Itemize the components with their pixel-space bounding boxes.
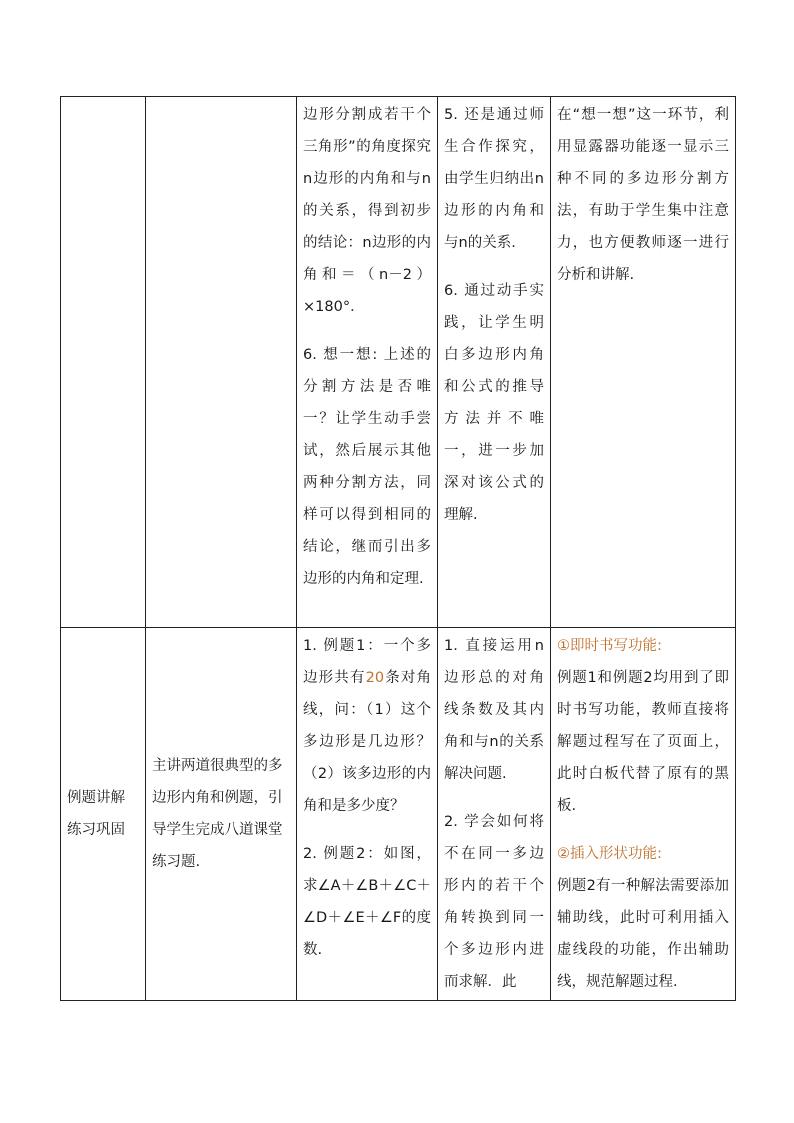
tech-paragraph [557,630,729,822]
tech-paragraph [557,838,729,998]
tech-paragraph: 在“想一想”这一环节，利用显露器功能逐一显示三种不同的多边形分割方法，有助于学生集中注意力，也方便教师逐一进行分析和讲解. [557,107,729,283]
table-row [61,628,736,1001]
example1-text-pre: 1. 例题1：一个多边形共有 [303,638,431,686]
intent-paragraph: 6. 通过动手实践，让学生明白多边形内角和公式的推导方法并不唯一，进一步加深对该公式的理解. [444,283,544,523]
intent-paragraph: 2. 学会如何将不在同一多边形内的若干个角转换到同一个多边形内进而求解．此 [444,814,544,990]
intent-paragraph: 1. 直接运用n边形总的对角线条数及其内角和与n的关系解决问题. [444,638,544,782]
content-cell [146,97,297,628]
content-cell: 主讲两道很典型的多边形内角和例题，引导学生完成八道课堂练习题. [146,628,297,1001]
lesson-plan-table [60,96,736,1001]
feature-heading: ②插入形状功能: [557,846,662,862]
stage-cell [61,97,146,628]
example1-text-post: 条对角线，问：（1）这个多边形是几边形？（2）该多边形的内角和是多少度？ [303,670,432,814]
intent-cell [438,97,551,628]
activity-paragraph: 2. 例题2：如图，求∠A＋∠B＋∠C＋∠D＋∠E＋∠F的度数. [303,846,431,958]
activity-paragraph: 边形分割成若干个三角形”的角度探究n边形的内角和与n的关系，得到初步的结论：n边形的内角和＝（n－2）×180°． [303,107,431,315]
feature-description: 例题1和例题2均用到了即时书写功能，教师直接将解题过程写在了页面上，此时白板代替了原有的黑板. [557,670,729,814]
example1-number: 20 [365,670,385,686]
feature-description: 例题2有一种解法需要添加辅助线，此时可利用插入虚线段的功能，作出辅助线，规范解题过程. [557,878,729,990]
tech-cell [551,628,736,1001]
intent-paragraph: 5. 还是通过师生合作探究，由学生归纳出n边形的内角和与n的关系. [444,107,544,251]
activity-cell [297,628,438,1001]
table-row [61,97,736,628]
intent-cell [438,628,551,1001]
tech-cell [551,97,736,628]
activity-paragraph: 6. 想一想: 上述的分割方法是否唯一？让学生动手尝试，然后展示其他两种分割方法，同样可以得到相同的结论，继而引出多边形的内角和定理. [303,347,431,587]
feature-heading: ①即时书写功能: [557,638,662,654]
activity-cell [297,97,438,628]
activity-paragraph [303,630,431,822]
stage-cell: 例题讲解练习巩固 [61,628,146,1001]
